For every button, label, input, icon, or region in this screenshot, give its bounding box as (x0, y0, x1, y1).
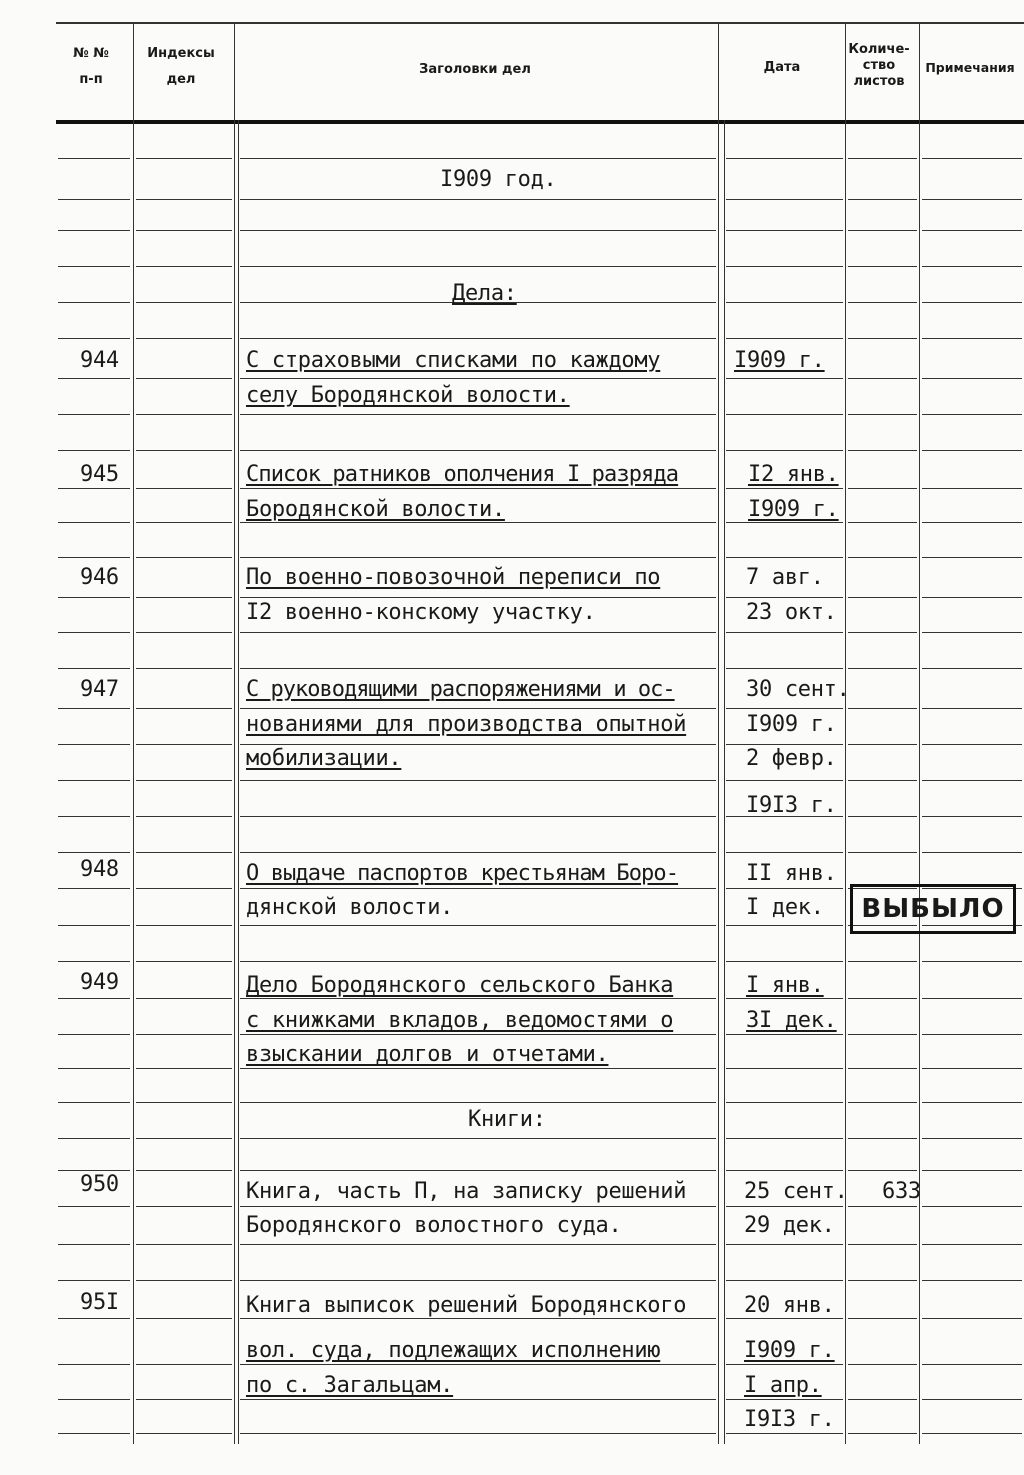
ruled-line (848, 597, 917, 598)
ruled-line (58, 1068, 130, 1069)
ruled-line (136, 668, 232, 669)
entry-number: 947 (80, 677, 119, 702)
ruled-line (240, 925, 716, 926)
entry-date: 23 окт. (746, 600, 837, 625)
ruled-line (848, 1433, 917, 1434)
ruled-line (240, 668, 716, 669)
ruled-line (240, 158, 716, 159)
ruled-line (240, 1170, 716, 1171)
ruled-line (726, 708, 843, 709)
ruled-line (848, 852, 917, 853)
ruled-line (136, 1138, 232, 1139)
section-cases: Дела: (452, 281, 517, 306)
header-num-line1: № № (73, 46, 109, 61)
ruled-line (848, 338, 917, 339)
ruled-line (136, 961, 232, 962)
entry-date: II янв. (746, 861, 837, 886)
ruled-line (136, 199, 232, 200)
header-qty (843, 42, 915, 90)
header-date: Дата (763, 60, 801, 75)
ruled-line (136, 266, 232, 267)
ruled-line (240, 816, 716, 817)
ruled-line (922, 199, 1022, 200)
ruled-line (726, 450, 843, 451)
ruled-line (240, 632, 716, 633)
ruled-line (848, 1244, 917, 1245)
ruled-line (240, 1068, 716, 1069)
entry-date: I909 г. (748, 497, 839, 522)
ruled-line (58, 668, 130, 669)
entry-date: I9I3 г. (746, 793, 837, 818)
ruled-line (240, 199, 716, 200)
ruled-line (922, 1138, 1022, 1139)
ruled-line (922, 450, 1022, 451)
ruled-line (58, 1206, 130, 1207)
ruled-line (240, 266, 716, 267)
entry-title-line: По военно-повозочной переписи по (246, 565, 661, 590)
section-books: Книги: (468, 1107, 546, 1132)
ruled-line (726, 1138, 843, 1139)
ruled-line (58, 1244, 130, 1245)
ruled-line (136, 1068, 232, 1069)
ruled-line (848, 1280, 917, 1281)
ruled-line (58, 744, 130, 745)
entry-date: I909 г. (734, 348, 825, 373)
ruled-line (240, 888, 716, 889)
ruled-line (848, 1170, 917, 1171)
ruled-line (726, 780, 843, 781)
column-rule (234, 24, 235, 1444)
ruled-line (58, 1399, 130, 1400)
ruled-line (922, 780, 1022, 781)
column-rule (845, 24, 846, 1444)
column-rule (724, 120, 725, 1444)
ruled-line (58, 266, 130, 267)
ruled-line (922, 1318, 1022, 1319)
ruled-line (726, 597, 843, 598)
ruled-line (848, 1399, 917, 1400)
ruled-line (136, 557, 232, 558)
column-rule (919, 24, 920, 1444)
ruled-line (726, 744, 843, 745)
entry-title-line: I2 военно-конскому участку. (246, 600, 596, 625)
ruled-line (922, 1068, 1022, 1069)
ruled-line (58, 852, 130, 853)
ruled-line (240, 1364, 716, 1365)
ruled-line (922, 488, 1022, 489)
ruled-line (136, 338, 232, 339)
entry-number: 948 (80, 857, 119, 882)
ruled-line (848, 780, 917, 781)
ruled-line (848, 378, 917, 379)
entry-date: 7 авг. (746, 565, 824, 590)
ruled-line (136, 816, 232, 817)
ruled-line (58, 816, 130, 817)
ruled-line (848, 744, 917, 745)
ruled-line (726, 230, 843, 231)
ruled-line (726, 925, 843, 926)
ruled-line (58, 1170, 130, 1171)
entry-title-line: с книжками вкладов, ведомостями о (246, 1008, 674, 1033)
ruled-line (922, 1034, 1022, 1035)
header-num-line2: п-п (79, 72, 103, 87)
ruled-line (848, 708, 917, 709)
ruled-line (922, 597, 1022, 598)
ruled-line (240, 230, 716, 231)
ruled-line (58, 925, 130, 926)
ruled-line (726, 852, 843, 853)
ruled-line (240, 1138, 716, 1139)
ruled-line (848, 632, 917, 633)
ruled-line (848, 1138, 917, 1139)
ruled-line (58, 597, 130, 598)
ruled-line (58, 1364, 130, 1365)
ruled-line (922, 1170, 1022, 1171)
header-qty-line3: листов (853, 74, 905, 89)
entry-date: I дек. (746, 895, 824, 920)
header-bottom-rule (56, 120, 1024, 124)
ruled-line (922, 302, 1022, 303)
entry-date: I2 янв. (748, 462, 839, 487)
ruled-line (136, 1244, 232, 1245)
ruled-line (136, 1399, 232, 1400)
ruled-line (136, 450, 232, 451)
ruled-line (848, 816, 917, 817)
ruled-line (922, 230, 1022, 231)
ruled-line (240, 1102, 716, 1103)
entry-date: 3I дек. (746, 1008, 837, 1033)
ruled-line (848, 1364, 917, 1365)
ruled-line (726, 338, 843, 339)
entry-title-line: Список ратников ополчения I разряда (246, 462, 679, 487)
ruled-line (848, 1068, 917, 1069)
ruled-line (58, 488, 130, 489)
ruled-line (726, 961, 843, 962)
ruled-line (922, 668, 1022, 669)
entry-number: 95I (80, 1290, 119, 1315)
ruled-line (726, 199, 843, 200)
entry-date: I909 г. (744, 1338, 835, 1363)
ruled-line (136, 708, 232, 709)
ruled-line (848, 1206, 917, 1207)
ruled-line (922, 1206, 1022, 1207)
entry-date: I апр. (744, 1373, 822, 1398)
ruled-line (240, 1206, 716, 1207)
ruled-line (848, 961, 917, 962)
ruled-line (240, 1280, 716, 1281)
entry-number: 949 (80, 970, 119, 995)
entry-title-line: по с. Загальцам. (246, 1373, 454, 1398)
ruled-line (922, 998, 1022, 999)
column-rule (718, 24, 719, 1444)
ruled-line (726, 632, 843, 633)
ruled-line (726, 1280, 843, 1281)
entry-title-line: селу Бородянской волости. (246, 383, 570, 408)
entry-title-line: С страховыми списками по каждому (246, 348, 661, 373)
ruled-line (136, 744, 232, 745)
header-index (136, 46, 226, 88)
ruled-line (848, 199, 917, 200)
header-index-line2: дел (166, 72, 196, 87)
ruled-line (136, 1170, 232, 1171)
ruled-line (136, 1318, 232, 1319)
ruled-line (726, 414, 843, 415)
ruled-line (922, 1433, 1022, 1434)
ruled-line (848, 557, 917, 558)
ruled-line (58, 450, 130, 451)
header-notes: Примечания (925, 60, 1015, 75)
column-rule (238, 120, 239, 1444)
ruled-line (726, 1364, 843, 1365)
ruled-line (136, 230, 232, 231)
ruled-line (58, 780, 130, 781)
ruled-line (240, 852, 716, 853)
entry-title-line: Книга, часть П, на записку решений (246, 1179, 687, 1204)
ruled-line (58, 998, 130, 999)
ruled-line (848, 1102, 917, 1103)
ruled-line (848, 450, 917, 451)
ruled-line (922, 266, 1022, 267)
ruled-line (136, 1364, 232, 1365)
entry-number: 944 (80, 348, 119, 373)
entry-date: I9I3 г. (744, 1407, 835, 1432)
ruled-line (726, 158, 843, 159)
entry-date: 29 дек. (744, 1213, 835, 1238)
ruled-line (240, 378, 716, 379)
entry-title-line: дянской волости. (246, 895, 454, 920)
ruled-line (136, 597, 232, 598)
ruled-line (726, 266, 843, 267)
ruled-line (58, 1102, 130, 1103)
ruled-line (726, 1399, 843, 1400)
ruled-line (922, 158, 1022, 159)
ruled-line (136, 522, 232, 523)
header-titles: Заголовки дел (419, 62, 531, 77)
entry-number: 950 (80, 1172, 119, 1197)
ruled-line (136, 414, 232, 415)
ruled-line (922, 557, 1022, 558)
ruled-line (58, 199, 130, 200)
ruled-line (240, 1244, 716, 1245)
entry-number: 945 (80, 462, 119, 487)
ruled-line (240, 1399, 716, 1400)
ruled-line (136, 780, 232, 781)
ruled-line (136, 852, 232, 853)
ruled-line (136, 1034, 232, 1035)
ruled-line (922, 632, 1022, 633)
ruled-line (848, 668, 917, 669)
entry-date: I909 г. (746, 712, 837, 737)
entry-date: I янв. (746, 973, 824, 998)
entry-title-line: нованиями для производства опытной (246, 712, 687, 737)
ruled-line (726, 1170, 843, 1171)
ruled-line (726, 378, 843, 379)
ruled-line (240, 450, 716, 451)
entry-title-line: взыскании долгов и отчетами. (246, 1042, 609, 1067)
ruled-line (848, 414, 917, 415)
ruled-line (58, 888, 130, 889)
ruled-line (136, 378, 232, 379)
ruled-line (136, 1102, 232, 1103)
entry-date: 2 февр. (746, 746, 837, 771)
column-rule (133, 24, 134, 1444)
withdrawn-stamp: ВЫБЫЛО (850, 884, 1016, 934)
ruled-line (240, 961, 716, 962)
entry-sheet-count: 633 (882, 1179, 921, 1204)
ruled-line (58, 1034, 130, 1035)
ruled-line (848, 1034, 917, 1035)
ruled-line (240, 414, 716, 415)
ruled-line (136, 998, 232, 999)
ruled-line (922, 708, 1022, 709)
ruled-line (136, 925, 232, 926)
ruled-line (136, 488, 232, 489)
ruled-line (58, 1280, 130, 1281)
ruled-line (58, 378, 130, 379)
ruled-line (922, 378, 1022, 379)
ruled-line (58, 961, 130, 962)
ruled-line (58, 230, 130, 231)
ruled-line (136, 302, 232, 303)
ruled-line (922, 1280, 1022, 1281)
entry-date: 25 сент. (744, 1179, 848, 1204)
header-qty-line1: Количе- (848, 42, 910, 57)
ruled-line (726, 1244, 843, 1245)
ruled-line (922, 961, 1022, 962)
ruled-line (922, 338, 1022, 339)
ruled-line (136, 158, 232, 159)
entry-title-line: Книга выписок решений Бородянского (246, 1293, 687, 1318)
ruled-line (58, 1138, 130, 1139)
ruled-line (240, 557, 716, 558)
entry-number: 946 (80, 565, 119, 590)
ruled-line (240, 744, 716, 745)
ruled-line (58, 522, 130, 523)
ruled-line (922, 744, 1022, 745)
ruled-line (726, 1206, 843, 1207)
header-num (58, 46, 124, 88)
ruled-line (848, 1318, 917, 1319)
ruled-line (848, 266, 917, 267)
ruled-line (922, 1364, 1022, 1365)
ruled-line (848, 158, 917, 159)
ruled-line (922, 1102, 1022, 1103)
ruled-line (726, 1034, 843, 1035)
ruled-line (136, 1433, 232, 1434)
header-index-line1: Индексы (147, 46, 215, 61)
entry-date: 30 сент. (746, 677, 850, 702)
entry-title-line: Дело Бородянского сельского Банка (246, 973, 674, 998)
ruled-line (848, 522, 917, 523)
ruled-line (136, 632, 232, 633)
ruled-line (726, 888, 843, 889)
ruled-line (240, 597, 716, 598)
ruled-line (58, 708, 130, 709)
entry-title-line: Бородянской волости. (246, 497, 505, 522)
ruled-line (240, 338, 716, 339)
ruled-line (58, 1433, 130, 1434)
ruled-line (240, 1034, 716, 1035)
ruled-line (240, 488, 716, 489)
ruled-line (922, 1244, 1022, 1245)
ruled-line (136, 888, 232, 889)
ruled-line (922, 816, 1022, 817)
ruled-line (922, 414, 1022, 415)
ruled-line (726, 302, 843, 303)
ruled-line (848, 230, 917, 231)
ruled-line (726, 488, 843, 489)
ruled-line (726, 1068, 843, 1069)
ruled-line (58, 632, 130, 633)
entry-title-line: вол. суда, подлежащих исполнению (246, 1338, 661, 1363)
ruled-line (136, 1206, 232, 1207)
ruled-line (58, 414, 130, 415)
ruled-line (922, 522, 1022, 523)
ruled-line (726, 557, 843, 558)
ruled-line (726, 668, 843, 669)
ruled-line (726, 1433, 843, 1434)
header-qty-line2: ство (862, 58, 896, 73)
ruled-line (922, 1399, 1022, 1400)
year-heading: I909 год. (440, 167, 557, 192)
entry-title-line: С руководящими распоряжениями и ос- (246, 677, 675, 702)
ruled-line (136, 1280, 232, 1281)
ruled-line (58, 302, 130, 303)
ruled-line (240, 708, 716, 709)
entry-title-line: мобилизации. (246, 746, 402, 771)
entry-title-line: Бородянского волостного суда. (246, 1213, 622, 1238)
ruled-line (922, 852, 1022, 853)
ruled-line (240, 780, 716, 781)
ruled-line (58, 338, 130, 339)
ruled-line (58, 557, 130, 558)
ruled-line (240, 1433, 716, 1434)
header-top-rule (56, 22, 1024, 24)
ruled-line (58, 158, 130, 159)
ruled-line (726, 1102, 843, 1103)
ruled-line (848, 302, 917, 303)
ruled-line (848, 488, 917, 489)
entry-title-line: О выдаче паспортов крестьянам Боро- (246, 861, 679, 886)
entry-date: 20 янв. (744, 1293, 835, 1318)
ruled-line (848, 998, 917, 999)
ruled-line (58, 1318, 130, 1319)
